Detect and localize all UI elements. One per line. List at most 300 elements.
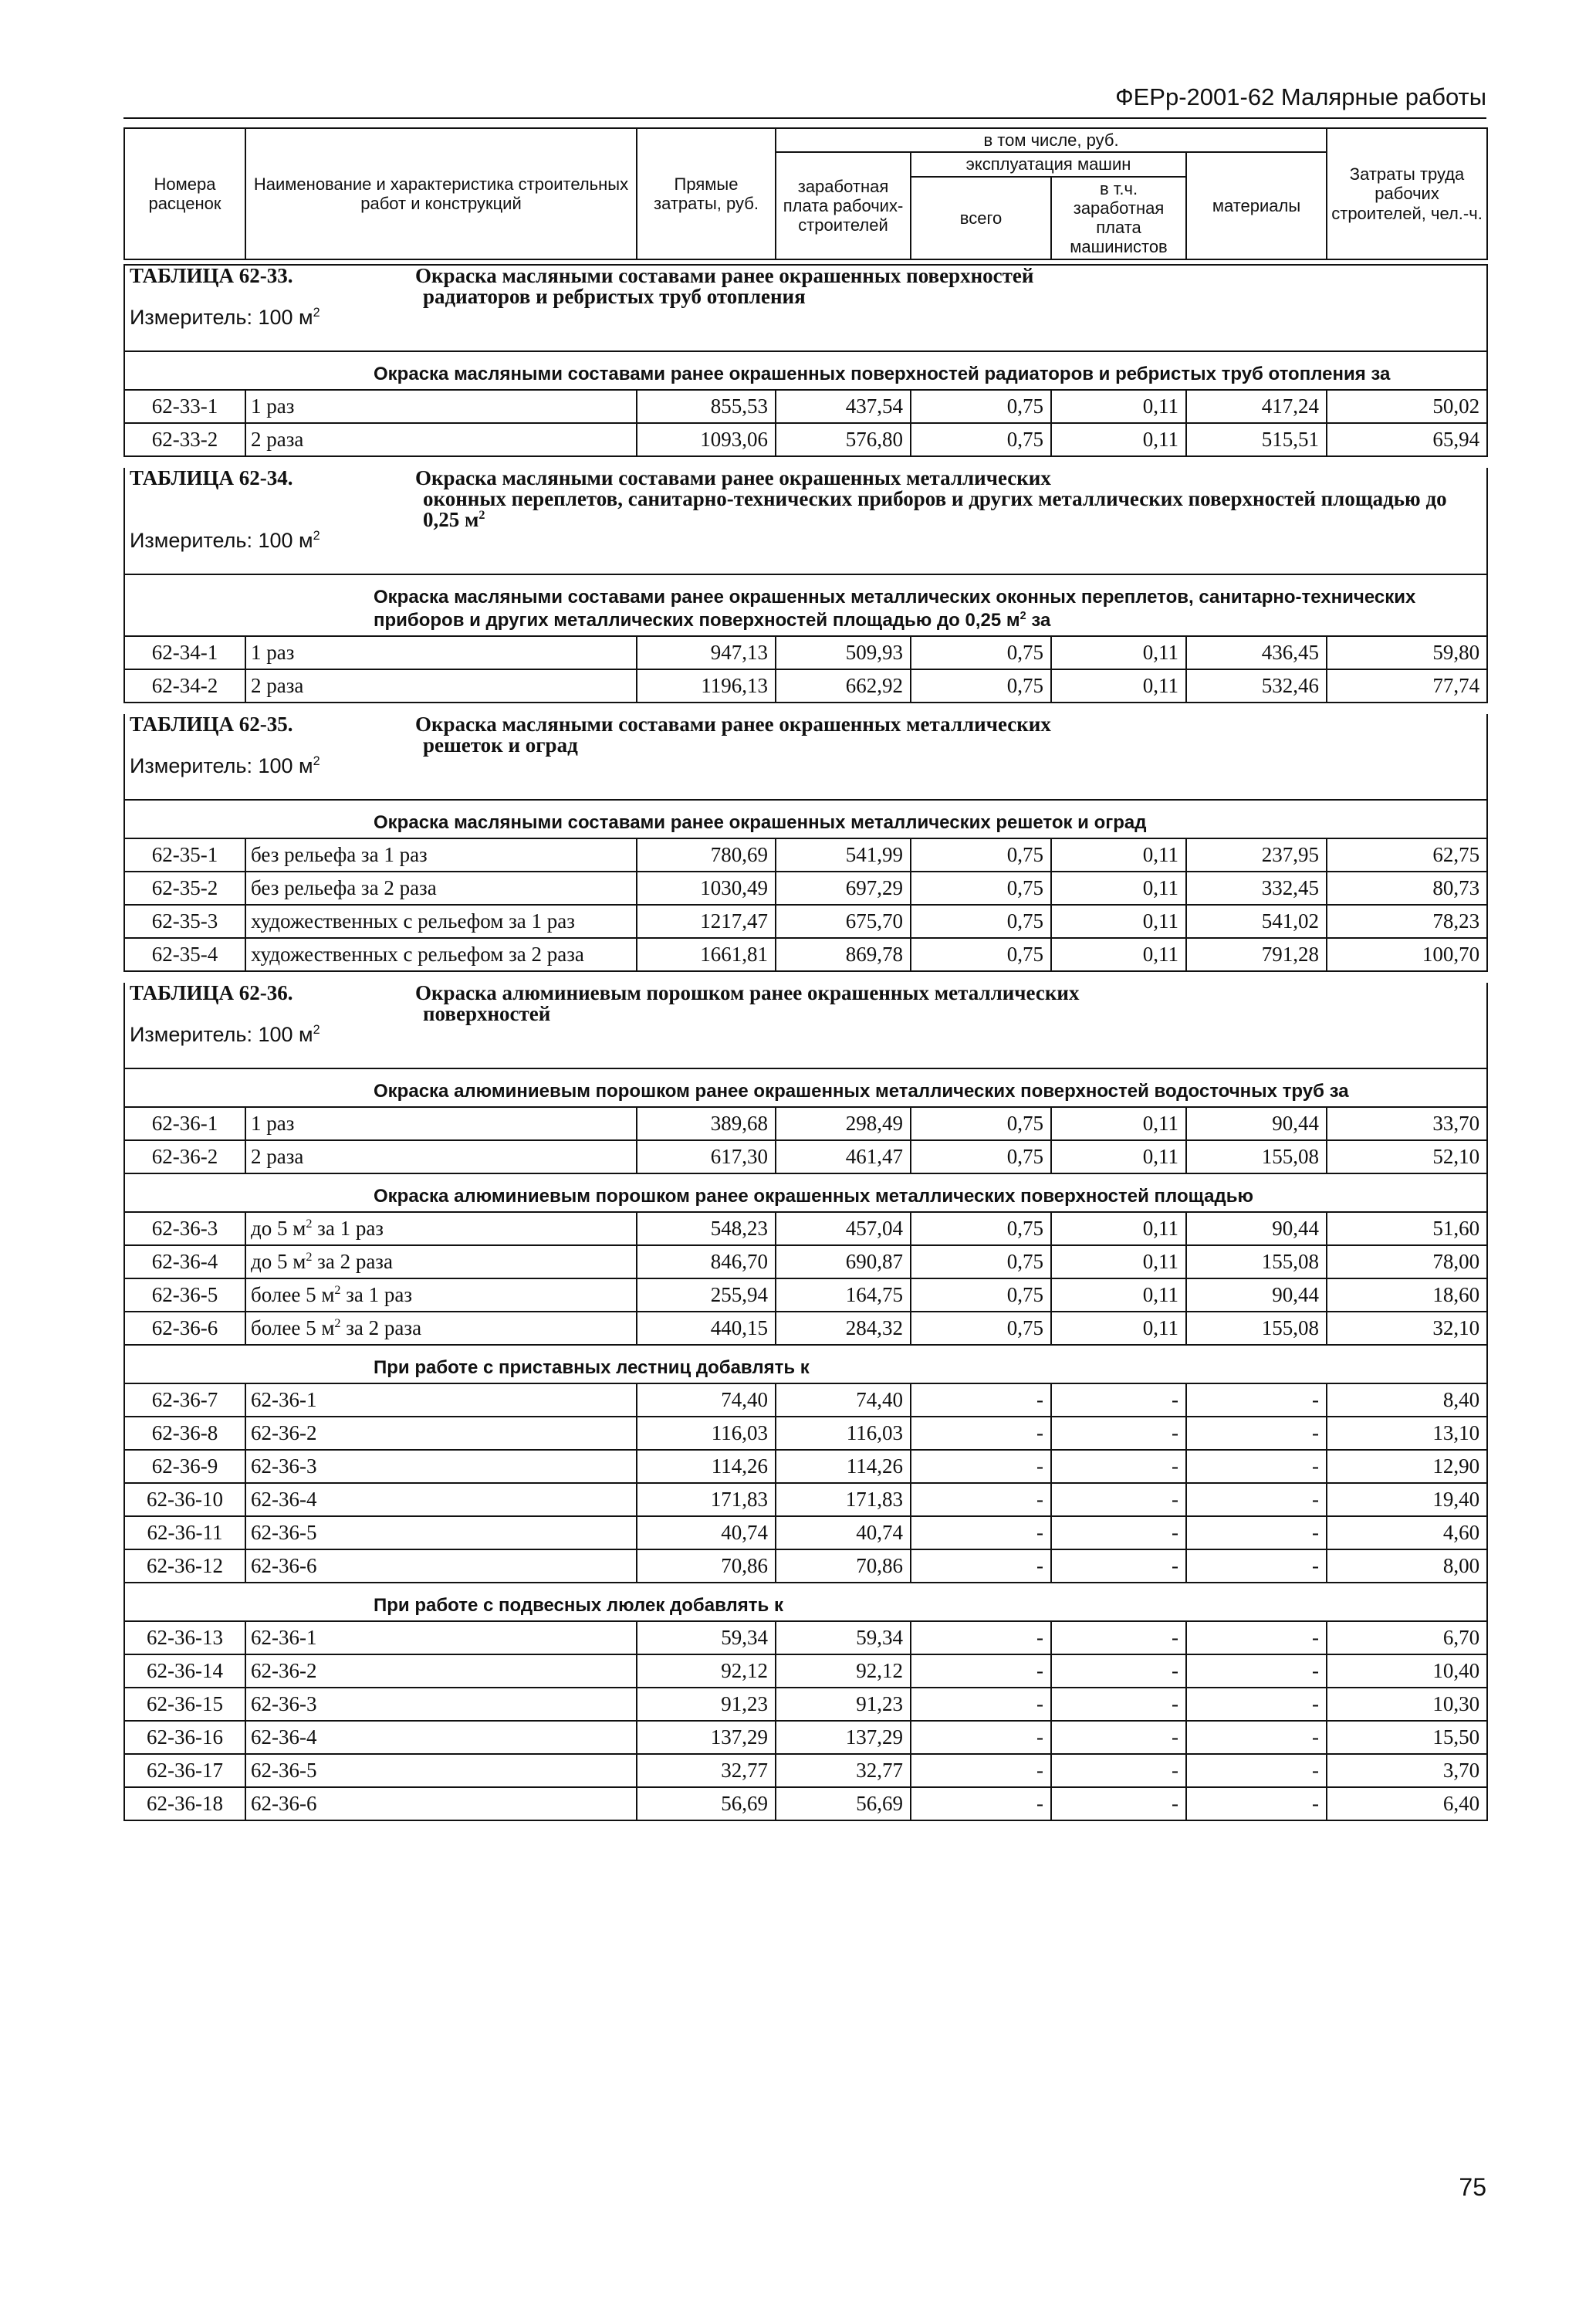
machinist-wages: 0,11 (1051, 938, 1186, 971)
labor-cost: 33,70 (1327, 1107, 1487, 1140)
page-number: 75 (1459, 2173, 1486, 2201)
rate-name-text: 62-36-4 (251, 1725, 317, 1749)
labor-cost: 19,40 (1327, 1483, 1487, 1516)
direct-cost: 1196,13 (637, 669, 776, 703)
machinist-wages: - (1051, 1721, 1186, 1754)
machinist-wages: - (1051, 1516, 1186, 1549)
rate-code: 62-36-10 (124, 1483, 245, 1516)
machinist-wages: 0,11 (1051, 1212, 1186, 1245)
superscript: 2 (334, 1316, 341, 1330)
materials-cost: 532,46 (1186, 669, 1327, 703)
wages-cost: 509,93 (776, 636, 911, 669)
table-row (124, 1383, 1487, 1417)
meter-row (124, 756, 1487, 800)
machinist-wages: - (1051, 1754, 1186, 1787)
rates-table (123, 264, 1488, 1832)
rate-code: 62-36-15 (124, 1688, 245, 1721)
group-heading-row (124, 351, 1487, 390)
direct-cost: 1093,06 (637, 423, 776, 456)
table-title-line2-wrap (423, 489, 1482, 530)
labor-cost: 6,40 (1327, 1787, 1487, 1820)
wages-cost: 92,12 (776, 1654, 911, 1688)
labor-cost: 52,10 (1327, 1140, 1487, 1173)
group-heading-text: Окраска масляными составами ранее окрашенных металлических оконных переплетов, санитарно-технических приборов и других металлических поверхностей площадью до 0,25 м (374, 587, 1416, 631)
meter-row (124, 1024, 1487, 1068)
rate-code: 62-35-1 (124, 838, 245, 872)
table-row (124, 1312, 1487, 1345)
machinist-wages: - (1051, 1621, 1186, 1654)
wages-cost: 576,80 (776, 423, 911, 456)
rate-code: 62-36-17 (124, 1754, 245, 1787)
machinist-wages: 0,11 (1051, 1245, 1186, 1278)
rate-name (245, 1754, 637, 1787)
labor-cost: 62,75 (1327, 838, 1487, 872)
direct-cost: 116,03 (637, 1417, 776, 1450)
machinist-wages: 0,11 (1051, 872, 1186, 905)
machinist-wages: 0,11 (1051, 1312, 1186, 1345)
machinist-wages: - (1051, 1688, 1186, 1721)
table-row (124, 1483, 1487, 1516)
rate-code: 62-35-4 (124, 938, 245, 971)
labor-cost: 4,60 (1327, 1516, 1487, 1549)
materials-cost: 90,44 (1186, 1107, 1327, 1140)
group-heading (124, 351, 1487, 390)
wages-cost: 662,92 (776, 669, 911, 703)
labor-cost: 12,90 (1327, 1450, 1487, 1483)
wages-cost: 137,29 (776, 1721, 911, 1754)
materials-cost: 90,44 (1186, 1278, 1327, 1312)
table-row (124, 1278, 1487, 1312)
rate-name-tail: за 1 раз (340, 1283, 413, 1306)
materials-cost: - (1186, 1621, 1327, 1654)
wages-cost: 457,04 (776, 1212, 911, 1245)
group-heading-text: Окраска алюминиевым порошком ранее окрашенных металлических поверхностей площадью (374, 1186, 1253, 1207)
table-title-line2: решеток и оград (423, 733, 578, 757)
meter-text (124, 1024, 1487, 1068)
rate-code: 62-36-18 (124, 1787, 245, 1820)
group-heading (124, 1068, 1487, 1107)
group-heading (124, 1345, 1487, 1383)
table-title-line2: радиаторов и ребристых труб отопления (423, 285, 806, 308)
table-title-line1: Окраска масляными составами ранее окрашенных поверхностей (415, 264, 1034, 287)
wages-cost: 284,32 (776, 1312, 911, 1345)
labor-cost: 77,74 (1327, 669, 1487, 703)
table-row (124, 669, 1487, 703)
rate-name-text: 62-36-1 (251, 1626, 317, 1649)
machinist-wages: 0,11 (1051, 838, 1186, 872)
direct-cost: 91,23 (637, 1688, 776, 1721)
materials-cost: 515,51 (1186, 423, 1327, 456)
materials-cost: - (1186, 1754, 1327, 1787)
labor-cost: 8,00 (1327, 1549, 1487, 1583)
machines-cost: - (911, 1754, 1051, 1787)
wages-cost: 40,74 (776, 1516, 911, 1549)
rate-name (245, 636, 637, 669)
table-title-line2: поверхностей (423, 1002, 551, 1025)
rate-name-text: художественных с рельефом за 2 раза (251, 943, 584, 966)
table-row (124, 938, 1487, 971)
section-spacer (124, 1820, 1487, 1832)
machines-cost: 0,75 (911, 1212, 1051, 1245)
direct-cost: 74,40 (637, 1383, 776, 1417)
materials-cost: 155,08 (1186, 1312, 1327, 1345)
rate-name (245, 1312, 637, 1345)
table-title-line2-wrap (423, 1004, 1482, 1024)
rate-code: 62-36-3 (124, 1212, 245, 1245)
labor-cost: 6,70 (1327, 1621, 1487, 1654)
rate-name-text: 2 раза (251, 674, 304, 697)
col-including-header: в том числе, руб. (776, 128, 1327, 152)
direct-cost: 1661,81 (637, 938, 776, 971)
machines-cost: - (911, 1621, 1051, 1654)
group-heading-row (124, 1583, 1487, 1621)
labor-cost: 100,70 (1327, 938, 1487, 971)
labor-cost: 15,50 (1327, 1721, 1487, 1754)
table-row (124, 1450, 1487, 1483)
rate-name-text: 1 раз (251, 394, 295, 418)
rate-code: 62-36-11 (124, 1516, 245, 1549)
materials-cost: - (1186, 1721, 1327, 1754)
superscript: 2 (313, 1023, 320, 1037)
table-row (124, 1107, 1487, 1140)
meter-text (124, 756, 1487, 800)
direct-cost: 389,68 (637, 1107, 776, 1140)
machinist-wages: - (1051, 1417, 1186, 1450)
rate-name-text: 62-36-4 (251, 1488, 317, 1511)
table-row (124, 838, 1487, 872)
table-row (124, 1654, 1487, 1688)
rate-name-text: 1 раз (251, 1112, 295, 1135)
rate-name (245, 1245, 637, 1278)
materials-cost: - (1186, 1654, 1327, 1688)
machines-cost: - (911, 1688, 1051, 1721)
rate-code: 62-36-2 (124, 1140, 245, 1173)
meter-label: Измеритель: 100 м (130, 1023, 313, 1046)
col-machines-header: эксплуатация машин (911, 152, 1186, 176)
machines-cost: 0,75 (911, 872, 1051, 905)
col-name-header: Наименование и характеристика строительных работ и конструкций (245, 128, 637, 259)
labor-cost: 13,10 (1327, 1417, 1487, 1450)
materials-cost: 155,08 (1186, 1140, 1327, 1173)
table-title-line2: оконных переплетов, санитарно-технических приборов и других металлических поверхностей площадью до 0,25 м (423, 487, 1447, 531)
group-heading (124, 800, 1487, 838)
group-heading-text: При работе с подвесных люлек добавлять к (374, 1595, 783, 1616)
meter-label: Измеритель: 100 м (130, 754, 313, 777)
direct-cost: 617,30 (637, 1140, 776, 1173)
rate-name-text: 62-36-3 (251, 1692, 317, 1715)
rate-code: 62-36-9 (124, 1450, 245, 1483)
section-spacer-cell (124, 1820, 1487, 1832)
machines-cost: - (911, 1787, 1051, 1820)
rate-code: 62-33-2 (124, 423, 245, 456)
rate-name-text: 62-36-5 (251, 1759, 317, 1782)
direct-cost: 780,69 (637, 838, 776, 872)
direct-cost: 440,15 (637, 1312, 776, 1345)
rate-code: 62-36-8 (124, 1417, 245, 1450)
group-heading-text: При работе с приставных лестниц добавлять к (374, 1357, 810, 1378)
machinist-wages: - (1051, 1549, 1186, 1583)
wages-cost: 541,99 (776, 838, 911, 872)
materials-cost: 237,95 (1186, 838, 1327, 872)
labor-cost: 78,23 (1327, 905, 1487, 938)
wages-cost: 869,78 (776, 938, 911, 971)
rate-name (245, 1107, 637, 1140)
machines-cost: - (911, 1483, 1051, 1516)
machinist-wages: 0,11 (1051, 1140, 1186, 1173)
rate-code: 62-34-2 (124, 669, 245, 703)
col-machines-total-header: всего (911, 177, 1051, 259)
machines-cost: - (911, 1654, 1051, 1688)
rate-name (245, 1654, 637, 1688)
direct-cost: 40,74 (637, 1516, 776, 1549)
meter-label: Измеритель: 100 м (130, 306, 313, 329)
machinist-wages: 0,11 (1051, 1278, 1186, 1312)
table-row (124, 1787, 1487, 1820)
col-direct-header: Прямые затраты, руб. (637, 128, 776, 259)
wages-cost: 697,29 (776, 872, 911, 905)
col-materials-header: материалы (1186, 152, 1327, 259)
table-row (124, 423, 1487, 456)
rate-name (245, 1549, 637, 1583)
rate-name-text: без рельефа за 2 раза (251, 876, 437, 899)
direct-cost: 92,12 (637, 1654, 776, 1688)
wages-cost: 171,83 (776, 1483, 911, 1516)
rate-code: 62-36-6 (124, 1312, 245, 1345)
table-title (124, 983, 1487, 1024)
rate-name (245, 1450, 637, 1483)
rate-name-text: 62-36-6 (251, 1554, 317, 1577)
table-row (124, 390, 1487, 423)
table-number: ТАБЛИЦА 62-36. (130, 981, 293, 1004)
group-heading-row (124, 1173, 1487, 1212)
machines-cost: - (911, 1721, 1051, 1754)
rate-code: 62-35-3 (124, 905, 245, 938)
meter-text (124, 530, 1487, 574)
rate-name (245, 838, 637, 872)
group-heading (124, 574, 1487, 636)
superscript: 2 (334, 1283, 341, 1297)
wages-cost: 114,26 (776, 1450, 911, 1483)
table-title-line2-wrap (423, 286, 1482, 307)
rate-name-text: без рельефа за 1 раз (251, 843, 428, 866)
rate-name-text: более 5 м (251, 1316, 335, 1339)
rate-name (245, 872, 637, 905)
machines-cost: 0,75 (911, 636, 1051, 669)
machinist-wages: - (1051, 1654, 1186, 1688)
labor-cost: 80,73 (1327, 872, 1487, 905)
machinist-wages: 0,11 (1051, 636, 1186, 669)
machines-cost: 0,75 (911, 669, 1051, 703)
rate-name-tail: за 1 раз (312, 1217, 384, 1240)
rate-name (245, 1721, 637, 1754)
table-title (124, 468, 1487, 530)
rate-name (245, 669, 637, 703)
wages-cost: 116,03 (776, 1417, 911, 1450)
table-row (124, 1754, 1487, 1787)
table-number: ТАБЛИЦА 62-33. (130, 264, 293, 287)
labor-cost: 65,94 (1327, 423, 1487, 456)
direct-cost: 56,69 (637, 1787, 776, 1820)
labor-cost: 78,00 (1327, 1245, 1487, 1278)
labor-cost: 50,02 (1327, 390, 1487, 423)
labor-cost: 10,40 (1327, 1654, 1487, 1688)
table-row (124, 1140, 1487, 1173)
machinist-wages: - (1051, 1787, 1186, 1820)
running-header: ФЕРр-2001-62 Малярные работы (1115, 83, 1486, 110)
group-heading (124, 1583, 1487, 1621)
table-row (124, 1549, 1487, 1583)
rate-name (245, 423, 637, 456)
rate-name-text: 62-36-3 (251, 1454, 317, 1478)
meter-text (124, 307, 1487, 351)
machinist-wages: - (1051, 1383, 1186, 1417)
rate-name-text: до 5 м (251, 1250, 306, 1273)
table-row (124, 1516, 1487, 1549)
direct-cost: 114,26 (637, 1450, 776, 1483)
rate-name (245, 1212, 637, 1245)
labor-cost: 18,60 (1327, 1278, 1487, 1312)
machines-cost: - (911, 1450, 1051, 1483)
wages-cost: 298,49 (776, 1107, 911, 1140)
rate-name-tail: за 2 раза (312, 1250, 393, 1273)
machines-cost: 0,75 (911, 905, 1051, 938)
machines-cost: 0,75 (911, 390, 1051, 423)
table-title (124, 714, 1487, 756)
direct-cost: 59,34 (637, 1621, 776, 1654)
column-header-table (123, 127, 1488, 260)
col-code-header: Номера расценок (124, 128, 245, 259)
labor-cost: 10,30 (1327, 1688, 1487, 1721)
materials-cost: - (1186, 1787, 1327, 1820)
materials-cost: - (1186, 1516, 1327, 1549)
rate-code: 62-36-16 (124, 1721, 245, 1754)
materials-cost: - (1186, 1688, 1327, 1721)
wages-cost: 74,40 (776, 1383, 911, 1417)
rate-name-text: 1 раз (251, 641, 295, 664)
superscript: 2 (313, 529, 320, 543)
machines-cost: 0,75 (911, 1278, 1051, 1312)
rate-name (245, 1483, 637, 1516)
table-row (124, 1688, 1487, 1721)
machines-cost: 0,75 (911, 938, 1051, 971)
wages-cost: 437,54 (776, 390, 911, 423)
table-title-row (124, 983, 1487, 1024)
table-number: ТАБЛИЦА 62-35. (130, 713, 293, 736)
labor-cost: 59,80 (1327, 636, 1487, 669)
rate-name (245, 938, 637, 971)
machines-cost: 0,75 (911, 1312, 1051, 1345)
group-heading-tail: за (1026, 610, 1051, 631)
direct-cost: 855,53 (637, 390, 776, 423)
direct-cost: 137,29 (637, 1721, 776, 1754)
direct-cost: 846,70 (637, 1245, 776, 1278)
wages-cost: 461,47 (776, 1140, 911, 1173)
machines-cost: 0,75 (911, 1245, 1051, 1278)
machines-cost: - (911, 1417, 1051, 1450)
direct-cost: 32,77 (637, 1754, 776, 1787)
group-heading-text: Окраска масляными составами ранее окрашенных металлических решеток и оград (374, 812, 1147, 833)
table-title-row (124, 265, 1487, 307)
superscript: 2 (306, 1217, 313, 1231)
col-machines-wages-header: в т.ч. заработная плата машинистов (1051, 177, 1186, 259)
machines-cost: 0,75 (911, 423, 1051, 456)
rate-code: 62-35-2 (124, 872, 245, 905)
rate-name-text: 2 раза (251, 1145, 304, 1168)
rate-code: 62-36-5 (124, 1278, 245, 1312)
machinist-wages: 0,11 (1051, 1107, 1186, 1140)
table-title-row (124, 468, 1487, 530)
machinist-wages: 0,11 (1051, 423, 1186, 456)
materials-cost: 541,02 (1186, 905, 1327, 938)
direct-cost: 1030,49 (637, 872, 776, 905)
materials-cost: 90,44 (1186, 1212, 1327, 1245)
table-title-row (124, 714, 1487, 756)
wages-cost: 91,23 (776, 1688, 911, 1721)
direct-cost: 255,94 (637, 1278, 776, 1312)
rate-code: 62-36-12 (124, 1549, 245, 1583)
rate-name-text: 62-36-1 (251, 1388, 317, 1411)
table-row (124, 1621, 1487, 1654)
rate-name-tail: за 2 раза (340, 1316, 422, 1339)
rate-name (245, 1140, 637, 1173)
rate-name (245, 390, 637, 423)
rate-name (245, 1383, 637, 1417)
table-title-line2-wrap (423, 735, 1482, 756)
col-labor-header: Затраты труда рабочих строителей, чел.-ч. (1327, 128, 1487, 259)
rate-code: 62-36-14 (124, 1654, 245, 1688)
rate-name (245, 1417, 637, 1450)
meter-label: Измеритель: 100 м (130, 529, 313, 552)
rate-code: 62-36-1 (124, 1107, 245, 1140)
rate-name (245, 1516, 637, 1549)
materials-cost: 332,45 (1186, 872, 1327, 905)
materials-cost: - (1186, 1483, 1327, 1516)
rate-code: 62-36-4 (124, 1245, 245, 1278)
machinist-wages: 0,11 (1051, 669, 1186, 703)
wages-cost: 59,34 (776, 1621, 911, 1654)
machinist-wages: 0,11 (1051, 390, 1186, 423)
labor-cost: 32,10 (1327, 1312, 1487, 1345)
machines-cost: 0,75 (911, 1107, 1051, 1140)
machinist-wages: - (1051, 1483, 1186, 1516)
table-row (124, 1721, 1487, 1754)
col-wages-header: заработная плата рабочих-строителей (776, 152, 911, 259)
table-row (124, 636, 1487, 669)
meter-row (124, 307, 1487, 351)
group-heading (124, 1173, 1487, 1212)
wages-cost: 164,75 (776, 1278, 911, 1312)
rate-name (245, 1278, 637, 1312)
machines-cost: - (911, 1549, 1051, 1583)
materials-cost: - (1186, 1549, 1327, 1583)
labor-cost: 8,40 (1327, 1383, 1487, 1417)
direct-cost: 947,13 (637, 636, 776, 669)
table-title (124, 265, 1487, 307)
direct-cost: 1217,47 (637, 905, 776, 938)
machines-cost: - (911, 1383, 1051, 1417)
materials-cost: 417,24 (1186, 390, 1327, 423)
materials-cost: 155,08 (1186, 1245, 1327, 1278)
wages-cost: 675,70 (776, 905, 911, 938)
superscript: 2 (313, 306, 320, 320)
machines-cost: 0,75 (911, 1140, 1051, 1173)
direct-cost: 70,86 (637, 1549, 776, 1583)
rate-code: 62-36-13 (124, 1621, 245, 1654)
table-row (124, 1245, 1487, 1278)
superscript: 2 (306, 1250, 313, 1264)
meter-row (124, 530, 1487, 574)
group-heading-text: Окраска алюминиевым порошком ранее окрашенных металлических поверхностей водосточных труб за (374, 1081, 1349, 1102)
